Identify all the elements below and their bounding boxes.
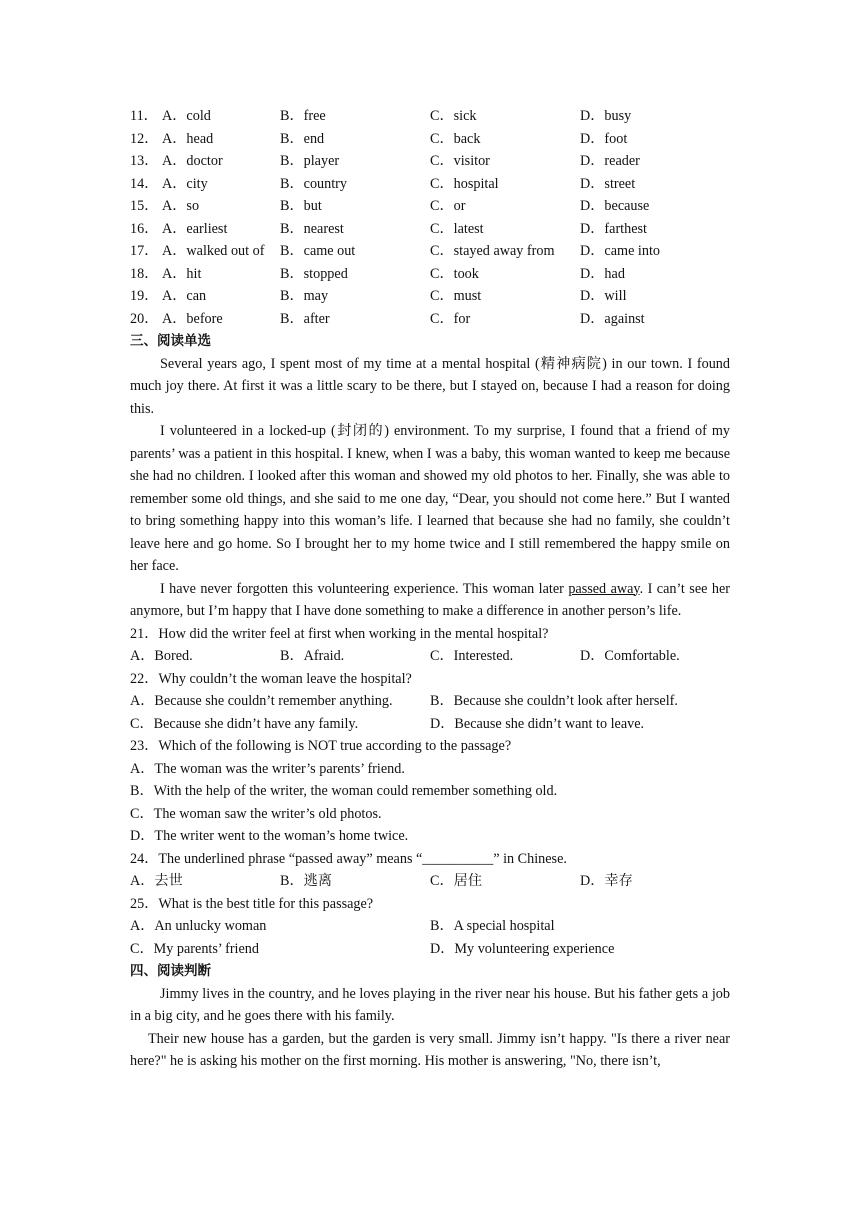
option-b: B．Afraid.	[280, 648, 345, 664]
option-a-cell	[130, 128, 280, 151]
question-number: 20．	[130, 310, 159, 327]
option-a-cell	[130, 240, 280, 263]
option-c: C．took	[430, 265, 479, 282]
option-b: B．nearest	[280, 220, 344, 237]
option-d: D．幸存	[580, 873, 633, 889]
option-a-cell	[130, 308, 280, 331]
option-c: C．My parents’ friend	[130, 940, 259, 957]
option-a: A．city	[162, 175, 208, 192]
paragraph-text: I have never forgotten this volunteering experience. This woman later	[160, 580, 569, 597]
option-a-cell	[130, 285, 280, 308]
question-23: 23．Which of the following is NOT true according to the passage?	[130, 738, 512, 754]
option-a-cell	[130, 195, 280, 218]
cloze-option-row	[130, 128, 730, 151]
option-a-cell	[130, 263, 280, 286]
option-d: D．came into	[580, 243, 660, 259]
question-number: 13．	[130, 153, 159, 169]
cloze-option-row	[130, 150, 730, 173]
option-a-cell	[130, 105, 280, 128]
question-number: 17．	[130, 243, 159, 259]
option-a: A．去世	[130, 873, 183, 889]
option-b: B．stopped	[280, 265, 348, 282]
option-c: C．居住	[430, 873, 483, 889]
option-b: B．逃离	[280, 873, 333, 889]
option-a-cell	[130, 173, 280, 196]
question-number: 12．	[130, 130, 159, 147]
option-b: B．after	[280, 310, 330, 327]
question-22: 22．Why couldn’t the woman leave the hospital?	[130, 670, 412, 687]
cloze-option-row	[130, 308, 730, 331]
option-c: C．Because she didn’t have any family.	[130, 715, 359, 732]
cloze-option-row	[130, 105, 730, 128]
option-d: D．against	[580, 310, 645, 327]
option-c: C．latest	[430, 220, 484, 237]
option-d: D．busy	[580, 108, 632, 124]
option-a: A．head	[162, 130, 214, 147]
option-c: C．sick	[430, 108, 477, 124]
option-a: A．doctor	[162, 153, 223, 169]
option-a: A．can	[162, 288, 207, 304]
option-d: D．had	[580, 265, 625, 282]
option-c: C．The woman saw the writer’s old photos.	[130, 805, 382, 822]
question-21: 21．How did the writer feel at first when working in the mental hospital?	[130, 625, 549, 642]
cloze-option-row	[130, 240, 730, 263]
option-b: B．Because she couldn’t look after herself.	[430, 693, 678, 709]
paragraph-text: . I can’t see her anymore, but I’m happy that I have done something to make a difference in another person’s life.	[130, 580, 730, 619]
cloze-option-row	[130, 173, 730, 196]
question-25-options-row1	[130, 915, 730, 938]
question-24: 24．The underlined phrase “passed away” means “__________” in Chinese.	[130, 850, 567, 867]
question-22-options-row2	[130, 713, 730, 736]
passage-paragraph-2: I volunteered in a locked-up (封闭的) environment. To my surprise, I found that a friend of my parents’ was a patient in this hospital. I knew, when I was a baby, this woman wanted to keep me because she had no children. I looked after this woman and showed my old photos to her. Finally, she was able to remember some old things, and she said to me one day, “Dear, you should not come here.” But I wanted to bring something happy into this woman’s life. I learned that because she had no family, she couldn’t leave here and go home. So I brought her to my home twice and I still remembered the happy smile on her face.	[130, 423, 730, 574]
question-22-options-row1	[130, 690, 730, 713]
cloze-option-row	[130, 263, 730, 286]
option-b: B．but	[280, 198, 322, 214]
option-d: D．will	[580, 288, 627, 304]
option-a: A．Bored.	[130, 648, 193, 664]
option-b: B．A special hospital	[430, 918, 555, 934]
passage-paragraph-1: Several years ago, I spent most of my time at a mental hospital (精神病院) in our town. I found much joy there. At first it was a little scary to be there, but I stayed on, because I had a reason for doing this.	[130, 355, 730, 417]
passage-paragraph-1: Jimmy lives in the country, and he loves playing in the river near his house. But his father gets a job in a big city, and he goes there with his family.	[130, 985, 730, 1024]
cloze-options	[130, 105, 730, 330]
option-a: A．so	[162, 198, 200, 214]
option-a: A．cold	[162, 108, 211, 124]
question-number: 18．	[130, 265, 159, 282]
option-b: B．With the help of the writer, the woman could remember something old.	[130, 783, 558, 799]
option-b: B．free	[280, 108, 326, 124]
option-b: B．end	[280, 130, 325, 147]
passage-paragraph-3	[130, 578, 730, 623]
option-a: A．The woman was the writer’s parents’ friend.	[130, 760, 405, 777]
option-c: C．back	[430, 130, 481, 147]
question-number: 14．	[130, 175, 159, 192]
question-25: 25．What is the best title for this passage?	[130, 895, 374, 912]
option-d: D．reader	[580, 153, 640, 169]
cloze-option-row	[130, 218, 730, 241]
option-d: D．The writer went to the woman’s home twice.	[130, 828, 409, 844]
page-content	[130, 105, 730, 1073]
option-a: A．walked out of	[162, 243, 265, 259]
underlined-phrase: passed away	[568, 580, 640, 597]
question-number: 16．	[130, 220, 159, 237]
option-a-cell	[130, 218, 280, 241]
option-b: B．country	[280, 175, 347, 192]
section-heading-reading-choice: 三、阅读单选	[130, 333, 211, 349]
option-a: A．Because she couldn’t remember anything.	[130, 693, 393, 709]
section-heading-reading-judgement: 四、阅读判断	[130, 963, 211, 979]
option-b: B．may	[280, 288, 329, 304]
question-21-options	[130, 645, 730, 668]
option-c: C．Interested.	[430, 648, 514, 664]
option-b: B．player	[280, 153, 340, 169]
option-c: C．must	[430, 288, 482, 304]
option-d: D．street	[580, 175, 636, 192]
question-25-options-row2	[130, 938, 730, 961]
cloze-option-row	[130, 195, 730, 218]
option-d: D．Comfortable.	[580, 648, 680, 664]
option-d: D．because	[580, 198, 650, 214]
question-number: 19．	[130, 288, 159, 304]
option-a-cell	[130, 150, 280, 173]
option-c: C．hospital	[430, 175, 499, 192]
question-number: 15．	[130, 198, 159, 214]
option-b: B．came out	[280, 243, 356, 259]
option-c: C．or	[430, 198, 466, 214]
option-a: A．hit	[162, 265, 202, 282]
option-d: D．My volunteering experience	[430, 940, 615, 957]
option-d: D．foot	[580, 130, 628, 147]
option-c: C．stayed away from	[430, 243, 555, 259]
cloze-option-row	[130, 285, 730, 308]
passage-paragraph-2: Their new house has a garden, but the garden is very small. Jimmy isn’t happy. "Is there a river near here?" he is asking his mother on the first morning. His mother is answering, "No, there isn’t,	[130, 1030, 730, 1069]
option-c: C．visitor	[430, 153, 490, 169]
option-c: C．for	[430, 310, 471, 327]
question-number: 11．	[130, 108, 158, 124]
question-24-options	[130, 870, 730, 893]
option-d: D．farthest	[580, 220, 647, 237]
option-a: A．An unlucky woman	[130, 918, 267, 934]
option-d: D．Because she didn’t want to leave.	[430, 715, 645, 732]
option-a: A．before	[162, 310, 223, 327]
option-a: A．earliest	[162, 220, 228, 237]
